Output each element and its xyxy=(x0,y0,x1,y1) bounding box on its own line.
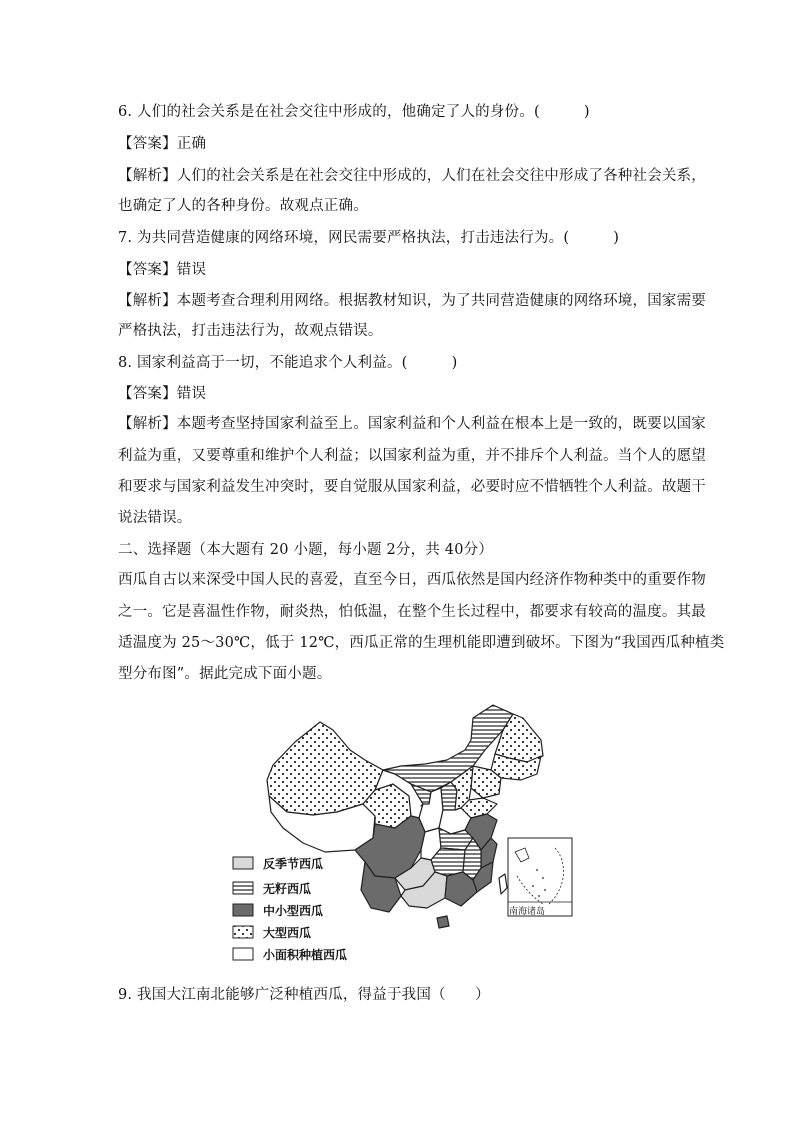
intro-line-2: 之一。它是喜温性作物，耐炎热，怕低温，在整个生长过程中，都要求有较高的温度。其最 xyxy=(118,604,706,620)
q8-question: 8. 国家利益高于一切，不能追求个人利益。( ) xyxy=(118,355,458,371)
legend-item-small-medium xyxy=(263,902,323,918)
region-taiwan xyxy=(499,874,507,894)
legend-item-large xyxy=(263,924,311,940)
watermelon-distribution-map xyxy=(225,700,580,970)
legend-label: 中小型西瓜 xyxy=(263,903,324,918)
intro-line-1: 西瓜自古以来深受中国人民的喜爱，直至今日，西瓜依然是国内经济作物种类中的重要作物 xyxy=(118,572,706,588)
q8-analysis-line-3: 和要求与国家利益发生冲突时，要自觉服从国家利益，必要时应不惜牺牲个人利益。故题干 xyxy=(118,479,706,495)
q8-analysis-line-1: 【解析】本题考查坚持国家利益至上。国家利益和个人利益在根本上是一致的，既要以国家 xyxy=(118,416,706,432)
q8-analysis-line-2: 利益为重，又要尊重和维护个人利益；以国家利益为重，并不排斥个人利益。当个人的愿望 xyxy=(118,448,706,464)
legend-label: 无籽西瓜 xyxy=(263,881,312,896)
legend-label: 大型西瓜 xyxy=(263,925,312,940)
q6-analysis-line-1: 【解析】人们的社会关系是在社会交往中形成的，人们在社会交往中形成了各种社会关系， xyxy=(118,168,706,184)
q7-analysis-line-2: 严格执法，打击违法行为，故观点错误。 xyxy=(118,323,383,339)
legend-item-small-area xyxy=(263,946,347,962)
legend-label: 小面积种植西瓜 xyxy=(263,947,348,962)
q8-answer: 【答案】错误 xyxy=(118,386,207,402)
legend-item-off-season xyxy=(263,855,323,871)
inset-label-south-china-sea: 南海诸岛 xyxy=(509,907,546,917)
legend-label: 反季节西瓜 xyxy=(263,856,324,871)
q8-analysis-line-4: 说法错误。 xyxy=(118,510,192,526)
q7-answer: 【答案】错误 xyxy=(118,262,207,278)
intro-line-4: 型分布图”。据此完成下面小题。 xyxy=(118,666,332,682)
q6-question: 6. 人们的社会关系是在社会交往中形成的，他确定了人的身份。( ) xyxy=(118,104,590,120)
region-hainan xyxy=(437,916,449,928)
legend-item-seedless xyxy=(263,880,311,896)
q9-question: 9. 我国大江南北能够广泛种植西瓜，得益于我国（ ） xyxy=(118,987,490,1003)
q7-analysis-line-1: 【解析】本题考查合理利用网络。根据教材知识，为了共同营造健康的网络环境，国家需要 xyxy=(118,293,706,309)
section-heading: 二、选择题（本大题有 20 小题，每小题 2分，共 40分） xyxy=(118,542,494,558)
intro-line-3: 适温度为 25～30℃，低于 12℃，西瓜正常的生理机能即遭到破坏。下图为“我国西瓜种植类 xyxy=(118,635,725,651)
q7-question: 7. 为共同营造健康的网络环境，网民需要严格执法，打击违法行为。( ) xyxy=(118,230,620,246)
q6-answer: 【答案】正确 xyxy=(118,136,207,152)
q6-analysis-line-2: 也确定了人的各种身份。故观点正确。 xyxy=(118,198,368,214)
